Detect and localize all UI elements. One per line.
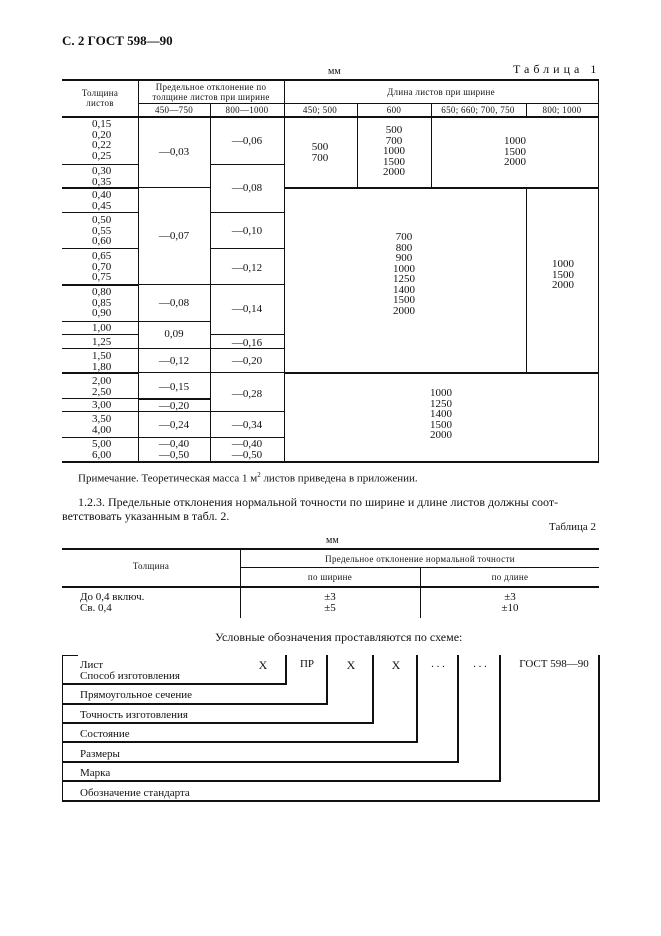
scheme-label: Точность изготовления (80, 709, 188, 721)
th-len-w3: 650; 660; 700, 750 (441, 105, 515, 115)
dev-value-pair: —0,40 —0,50 (158, 438, 190, 461)
paragraph-line-1: 1.2.3. Предельные отклонения нормальной точности по ширине и длине листов должны соот- (78, 495, 559, 509)
t2-row-thickness: Св. 0,4 (80, 602, 112, 614)
table1-caption: Таблица 1 (513, 62, 601, 76)
thickness-group: 3,00 (92, 399, 112, 411)
table1-note: Примечание. Теоретическая масса 1 $м^2$ листов приведена в приложении. (78, 471, 418, 485)
scheme-label: Способ изготовления (80, 670, 180, 682)
t2-row-width: ±3 (324, 591, 336, 603)
t2-row-length: ±3 (504, 591, 516, 603)
dev-value: —0,07 (158, 230, 190, 242)
th-thickness-1: Толщина (81, 88, 119, 98)
t2-th-length: по длине (491, 572, 529, 582)
th-dev-w2: 800—1000 (225, 105, 269, 115)
th-dev-w1: 450—750 (154, 105, 194, 115)
scheme-intro: Условные обозначения проставляются по схеме: (215, 630, 463, 644)
thickness-group: 1,00 (92, 322, 112, 334)
th-len-w2: 600 (386, 105, 402, 115)
dev-value: 0,09 (164, 328, 184, 340)
length-list: 500 700 (311, 141, 329, 164)
length-list: 1000 1250 1400 1500 2000 (430, 387, 452, 441)
t2-row-thickness: До 0,4 включ. (80, 591, 145, 603)
thickness-group: 1,50 1,80 (92, 350, 112, 373)
dev-value: —0,12 (158, 355, 190, 367)
dev-value: —0,14 (231, 303, 263, 315)
thickness-group: 0,65 0,70 0,75 (92, 250, 112, 283)
scheme-label: Обозначение стандарта (80, 787, 190, 799)
dev-value: —0,15 (158, 381, 190, 393)
dev-value: —0,20 (158, 400, 190, 412)
scheme-label: Лист (80, 659, 104, 671)
dev-value: —0,03 (158, 146, 190, 158)
scheme-label: Размеры (80, 748, 120, 760)
scheme-label: Прямоугольное сечение (80, 689, 192, 701)
scheme-box-label: ПР (299, 658, 315, 670)
dev-value: —0,08 (231, 182, 263, 194)
dev-value: —0,28 (231, 388, 263, 400)
dev-value: —0,34 (231, 419, 263, 431)
dev-value: —0,16 (231, 337, 263, 349)
table2-caption: Таблица 2 (549, 521, 597, 533)
dev-value: —0,08 (158, 297, 190, 309)
paragraph-line-2: ветствовать указанным в табл. 2. (62, 509, 230, 523)
scheme-box-label: . . . (431, 658, 445, 670)
thickness-group: 0,50 0,55 0,60 (92, 214, 112, 247)
t2-th-thickness: Толщина (132, 561, 170, 571)
table1-unit: мм (328, 66, 341, 77)
th-len-w4: 800; 1000 (542, 105, 582, 115)
length-list: 700 800 900 1000 1250 1400 1500 2000 (393, 231, 415, 317)
t2-row-width: ±5 (324, 602, 336, 614)
page-header: С. 2 ГОСТ 598—90 (62, 33, 173, 48)
dev-value: —0,24 (158, 419, 190, 431)
th-length: Длина листов при ширине (387, 87, 495, 97)
length-list: 500 700 1000 1500 2000 (383, 124, 405, 178)
thickness-group: 0,80 0,85 0,90 (92, 286, 112, 319)
scheme-box-label: Х (346, 658, 356, 672)
thickness-group: 0,30 0,35 (92, 165, 112, 188)
scheme-box-label: Х (391, 658, 401, 672)
t2-row-length: ±10 (501, 602, 519, 614)
length-list: 1000 1500 2000 (552, 258, 574, 291)
thickness-group: 2,00 2,50 (92, 375, 112, 398)
th-thickness-2: листов (86, 98, 114, 108)
scheme-box-label: . . . (473, 658, 487, 670)
thickness-group: 3,50 4,00 (92, 413, 112, 436)
table2-unit: мм (326, 535, 339, 546)
t2-th-deviation: Предельное отклонение нормальной точности (325, 554, 515, 564)
thickness-group: 0,40 0,45 (92, 189, 112, 212)
dev-value: —0,20 (231, 355, 263, 367)
th-len-w1: 450; 500 (302, 105, 338, 115)
dev-value: —0,10 (231, 225, 263, 237)
scheme-box-label: Х (258, 658, 268, 672)
thickness-group: 5,00 6,00 (92, 438, 112, 461)
th-deviation-1: Предельное отклонение по (155, 82, 267, 92)
t2-th-width: по ширине (307, 572, 353, 582)
scheme-label: Состояние (80, 728, 130, 740)
dev-value: —0,12 (231, 262, 263, 274)
scheme-box-label: ГОСТ 598—90 (519, 658, 589, 670)
th-deviation-2: толщине листов при ширине (152, 92, 270, 102)
length-list: 1000 1500 2000 (504, 135, 526, 168)
dev-value: —0,06 (231, 135, 263, 147)
thickness-group: 1,25 (92, 336, 112, 348)
scheme-label: Марка (80, 767, 111, 779)
thickness-group: 0,15 0,20 0,22 0,25 (92, 118, 112, 162)
dev-value-pair: —0,40 —0,50 (231, 438, 263, 461)
